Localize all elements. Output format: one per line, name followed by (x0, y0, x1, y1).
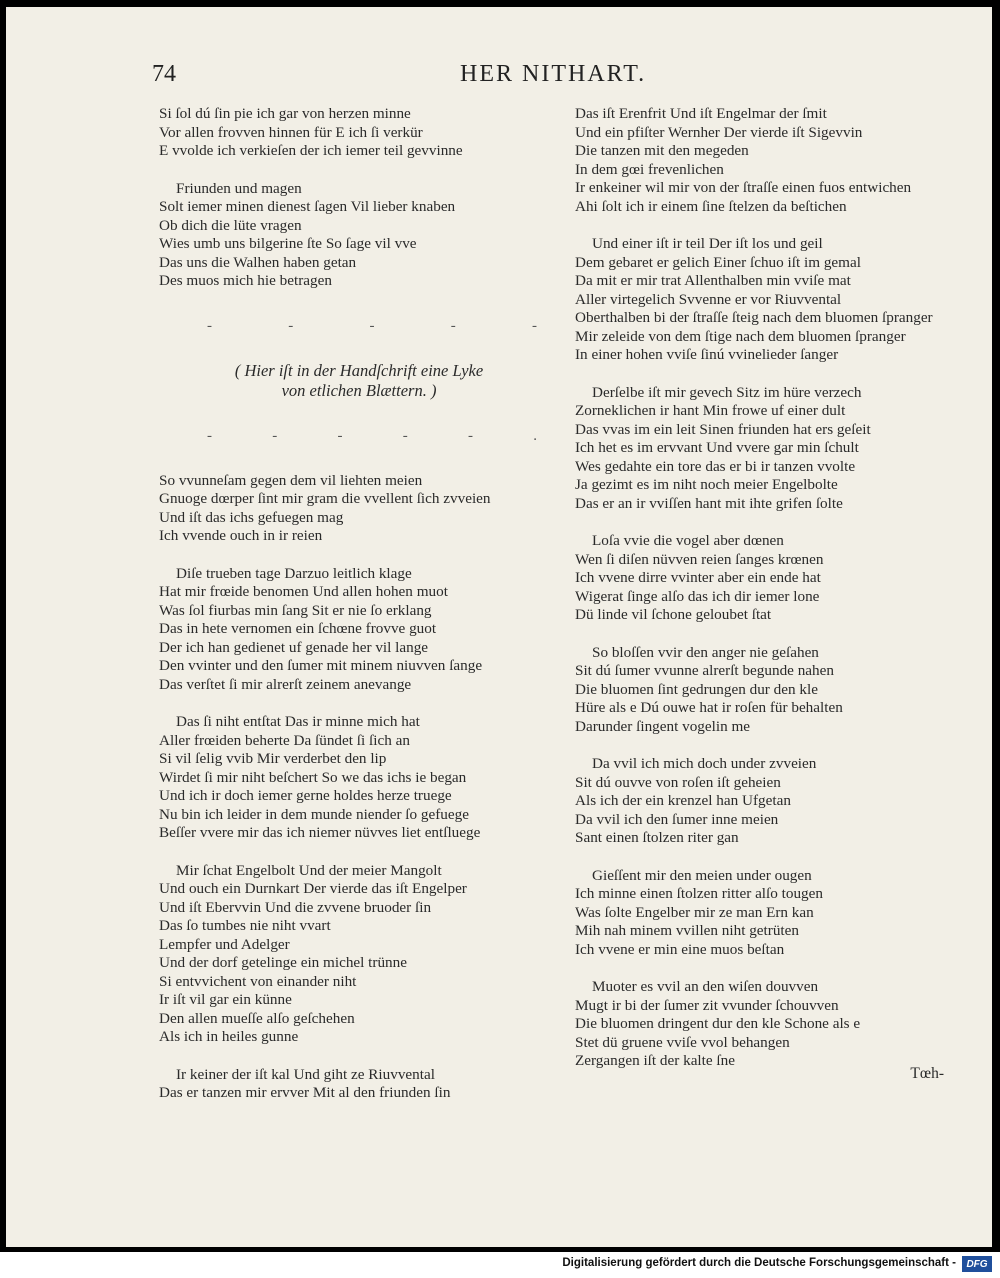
verse-line: Sit dú ouvve von roſen iſt geheien (575, 773, 781, 791)
verse-line: Derſelbe iſt mir gevech Sitz im hüre verzech (592, 383, 862, 401)
verse-line: Und ein pfiſter Wernher Der vierde iſt Sigevvin (575, 123, 863, 141)
ornament-dash: - (532, 317, 537, 334)
verse-line: Das in hete vernomen ein ſchœne frovve guot (159, 620, 437, 637)
verse-line: Das uns die Walhen haben getan (159, 253, 357, 271)
verse-line: Und iſt Ebervvin Und die zvvene bruoder ſin (159, 898, 432, 916)
stanza (159, 565, 559, 695)
ornament-dash: - (468, 428, 473, 444)
verse-line: Das verſtet ſi mir alrerſt zeinem anevange (159, 675, 412, 693)
ornament-dash: - (402, 428, 408, 444)
verse-line: Muoter es vvil an den wiſen douvven (592, 978, 819, 995)
running-head: HER NITHART. (460, 61, 647, 87)
verse-line: Gnuoge dœrper ſint mir gram die vvellent ſich zvveien (159, 490, 491, 507)
verse-line: Ich het es im ervvant Und vvere gar min ſchult (575, 439, 859, 456)
stanza (159, 180, 559, 291)
verse-line: Was ſolte Engelber mir ze man Ern kan (575, 903, 814, 921)
verse-line: Hüre als e Dú ouwe hat ir roſen für behalten (575, 699, 843, 716)
verse-line: Wes gedahte ein tore das er bi ir tanzen vvolte (575, 457, 856, 475)
verse-line: Mugt ir bi der ſumer zit vvunder ſchouvven (575, 996, 839, 1014)
verse-line: Das ſi niht entſtat Das ir minne mich hat (176, 713, 420, 730)
verse-line: Ir enkeiner wil mir von der ſtraſſe einen fuos entwichen (575, 179, 912, 196)
verse-line: Da mit er mir trat Allenthalben min vviſe mat (575, 272, 851, 289)
verse-line: Den allen mueſſe alſo geſchehen (159, 1009, 355, 1027)
verse-line: Die bluomen ſint gedrungen dur den kle (575, 680, 818, 698)
verse-line: Zorneklichen ir hant Min frowe uf einer dult (575, 402, 846, 419)
verse-line: Des muos mich hie betragen (159, 272, 332, 289)
verse-line: Wirdet ſi mir niht beſchert So we das ichs ie began (159, 768, 467, 786)
verse-line: Loſa vvie die vogel aber dœnen (592, 532, 784, 549)
verse-line: Den vvinter und den ſumer mit minem niuvven ſange (159, 657, 483, 674)
verse-line: Wen ſi diſen nüvven reien ſanges krœnen (575, 550, 824, 568)
verse-line: Vor allen frovven hinnen für E ich ſi verkür (159, 123, 423, 141)
funding-notice: Digitalisierung gefördert durch die Deutsche Forschungsgemeinschaft - (562, 1257, 956, 1269)
verse-line: Ich vvende ouch in ir reien (159, 527, 323, 544)
verse-line: Das er an ir vviſſen hant mit ihte grifen ſolte (575, 494, 843, 512)
verse-line: Oberthalben bi der ſtraſſe ſteig nach dem bluomen ſpranger (575, 309, 933, 326)
verse-line: Dü linde vil ſchone geloubet ſtat (575, 606, 772, 623)
verse-line: Als ich der ein krenzel han Ufgetan (575, 792, 791, 809)
stanza (575, 755, 985, 848)
verse-line: Ob dich die lüte vragen (159, 216, 302, 234)
stanza (159, 105, 559, 161)
verse-line: So bloſſen vvir den anger nie geſahen (592, 643, 819, 661)
stanza (575, 867, 985, 960)
stanza (159, 472, 559, 546)
verse-line: Wies umb uns bilgerine ſte So ſage vil vve (159, 235, 417, 252)
verse-line: Und ouch ein Durnkart Der vierde das iſt Engelper (159, 880, 467, 897)
stanza (575, 532, 985, 625)
ornament-dash: . (533, 428, 537, 444)
funding-footer (0, 1252, 1000, 1278)
stanza (575, 384, 985, 514)
verse-line: Das iſt Erenfrit Und iſt Engelmar der ſmit (575, 105, 827, 122)
verse-line: E vvolde ich verkieſen der ich iemer teil gevvinne (159, 142, 463, 159)
verse-line: Und der dorf getelinge ein michel trünne (159, 954, 407, 971)
verse-line: Darunder ſingent vogelin me (575, 717, 751, 735)
verse-line: Die tanzen mit den megeden (575, 142, 749, 159)
verse-line: Die bluomen dringent dur den kle Schone als e (575, 1015, 861, 1032)
verse-line: Da vvil ich den ſumer inne meien (575, 810, 779, 828)
verse-line: ( Hier iſt in der Handſchrift eine Lyke (234, 361, 484, 380)
verse-line: Lempfer und Adelger (159, 935, 290, 953)
verse-line: Was ſol fiurbas min ſang Sit er nie ſo erklang (159, 601, 432, 619)
verse-line: Dem gebaret er gelich Einer ſchuo iſt im gemal (575, 253, 861, 271)
verse-line: Ir keiner der iſt kal Und giht ze Riuvvental (176, 1065, 435, 1083)
verse-line: Ja gezimt es im niht noch meier Engelbolte (575, 476, 838, 493)
verse-line: Aller virtegelich Svvenne er vor Riuvvental (575, 290, 842, 308)
verse-line: Diſe trueben tage Darzuo leitlich klage (176, 564, 412, 582)
catchword: Tœh- (910, 1065, 944, 1082)
verse-line: Gieſſent mir den meien under ougen (592, 866, 812, 884)
verse-line: Und ich ir doch iemer gerne holdes herze truege (159, 787, 452, 804)
dfg-logo-icon: DFG (962, 1256, 992, 1272)
verse-line: Ich vvene dirre vvinter aber ein ende hat (575, 569, 821, 586)
verse-line: Ir iſt vil gar ein künne (159, 991, 292, 1008)
stanza (575, 105, 985, 216)
right-column (575, 105, 985, 1071)
verse-line: So vvunneſam gegen dem vil liehten meien (159, 471, 423, 489)
verse-line: Si ſol dú ſin pie ich gar von herzen minne (159, 105, 411, 122)
stanza (159, 1066, 559, 1103)
stanza (159, 862, 559, 1047)
ornament-rule (159, 427, 537, 446)
ornament-dash: - (337, 428, 343, 444)
stanza (575, 235, 985, 365)
stanza (575, 644, 985, 737)
verse-line: Da vvil ich mich doch under zvveien (592, 755, 817, 772)
editorial-note (159, 361, 559, 401)
verse-line: Ich minne einen ſtolzen ritter alſo tougen (575, 885, 823, 902)
verse-line: Nu bin ich leider in dem munde niender ſo gefuege (159, 805, 469, 823)
verse-line: Solt iemer minen dienest ſagen Vil lieber knaben (159, 198, 456, 215)
left-column (159, 105, 559, 1103)
book-page (6, 7, 992, 1247)
verse-line: Si entvvichent von einander niht (159, 972, 357, 990)
verse-line: Ich vvene er min eine muos beſtan (575, 940, 785, 958)
ornament-dash: - (369, 317, 375, 334)
verse-line: Beſſer vvere mir das ich niemer nüvves liet entſluege (159, 824, 481, 841)
stanza (575, 978, 985, 1071)
ornament-dash: - (450, 317, 456, 334)
verse-line: Und iſt das ichs gefuegen mag (159, 508, 344, 526)
verse-line: In dem gœi frevenlichen (575, 160, 724, 178)
verse-line: Stet dü gruene vviſe vvol behangen (575, 1033, 790, 1051)
verse-line: Und einer iſt ir teil Der iſt los und geil (592, 235, 823, 252)
verse-line: Das er tanzen mir ervver Mit al den friunden ſin (159, 1084, 451, 1101)
verse-line: Mir ſchat Engelbolt Und der meier Mangolt (176, 861, 442, 879)
verse-line: Ahi ſolt ich ir einem ſine ſtelzen da beſtichen (575, 197, 847, 215)
verse-line: Das vvas im ein leit Sinen friunden hat ers geſeit (575, 420, 871, 438)
verse-line: In einer hohen vviſe ſinú vvinelieder ſanger (575, 346, 839, 363)
ornament-dash: - (207, 317, 212, 334)
verse-line: Als ich in heiles gunne (159, 1028, 299, 1045)
verse-line: Hat mir frœide benomen Und allen hohen muot (159, 583, 448, 600)
verse-line: Aller frœiden beherte Da ſündet ſi ſich an (159, 731, 410, 749)
verse-line: Si vil ſelig vvib Mir verderbet den lip (159, 750, 387, 767)
verse-line: Das ſo tumbes nie niht vvart (159, 917, 331, 934)
verse-line: Sant einen ſtolzen riter gan (575, 829, 739, 846)
ornament-dash: - (207, 428, 212, 444)
verse-line: Der ich han gedienet uf genade her vil lange (159, 638, 429, 656)
verse-line: Mir zeleide von dem ſtige nach dem bluomen ſpranger (575, 327, 906, 345)
stanza (159, 713, 559, 843)
ornament-dash: - (288, 317, 294, 334)
verse-line: Mih nah minem vvillen niht getrüten (575, 922, 799, 939)
verse-line: Friunden und magen (176, 179, 302, 197)
page-number: 74 (152, 61, 176, 87)
verse-line: Sit dú ſumer vvunne alrerſt begunde nahen (575, 662, 834, 679)
ornament-rule (159, 317, 537, 336)
verse-line: von etlichen Blættern. ) (281, 381, 437, 400)
ornament-dash: - (272, 428, 278, 444)
verse-line: Zergangen iſt der kalte ſne (575, 1052, 735, 1069)
verse-line: Wigerat ſinge alſo das ich dir iemer lone (575, 587, 820, 605)
